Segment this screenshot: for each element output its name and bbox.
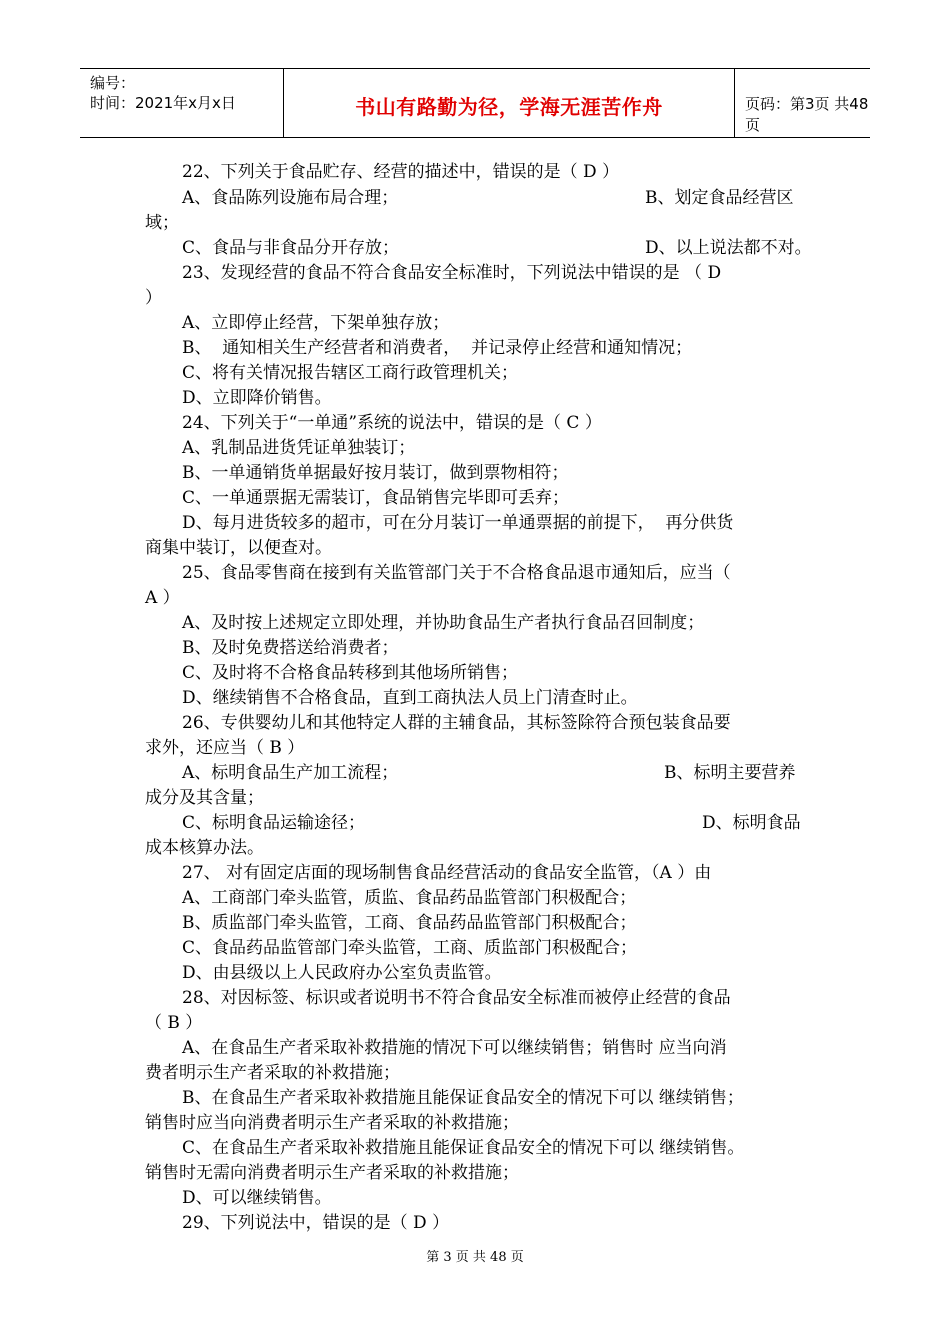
q22-option-b: B、划定食品经营区	[645, 188, 794, 208]
question-28-cont: （ B ）	[145, 1013, 203, 1033]
q22-option-a: A、食品陈列设施布局合理；	[182, 188, 399, 208]
question-27: 27、 对有固定店面的现场制售食品经营活动的食品安全监管，（A ）由	[182, 863, 712, 883]
q23-option-a: A、立即停止经营，下架单独存放；	[182, 313, 450, 333]
q23-option-d: D、立即降价销售。	[182, 388, 332, 408]
q27-option-d: D、由县级以上人民政府办公室负责监管。	[182, 963, 502, 983]
question-22: 22、下列关于食品贮存、经营的描述中，错误的是（ D ）	[182, 162, 620, 182]
page-footer: 第 3 页 共 48 页	[426, 1250, 524, 1265]
q24-option-d: D、每月进货较多的超市，可在分月装订一单通票据的前提下， 再分供货	[182, 513, 734, 533]
header-meta-cell	[80, 69, 284, 137]
q26-option-d: D、标明食品	[702, 813, 801, 833]
q27-option-a: A、工商部门牵头监管，质监、食品药品监管部门积极配合；	[182, 888, 637, 908]
q25-option-b: B、及时免费搭送给消费者；	[182, 638, 399, 658]
question-26: 26、专供婴幼儿和其他特定人群的主辅食品，其标签除符合预包装食品要	[182, 713, 731, 733]
header-page-cell	[735, 69, 870, 137]
q22-option-b-cont: 域；	[145, 213, 179, 233]
page-header	[80, 68, 870, 138]
q25-option-c: C、及时将不合格食品转移到其他场所销售；	[182, 663, 519, 683]
q22-option-c: C、食品与非食品分开存放；	[182, 238, 400, 258]
q28-option-b: B、在食品生产者采取补救措施且能保证食品安全的情况下可以 继续销售；	[182, 1088, 744, 1108]
question-26-cont: 求外，还应当（ B ）	[145, 738, 305, 758]
q26-option-b-cont: 成分及其含量；	[145, 788, 264, 808]
question-25-cont: A ）	[145, 588, 180, 608]
q28-option-d: D、可以继续销售。	[182, 1188, 332, 1208]
q26-option-c: C、标明食品运输途径；	[182, 813, 366, 833]
header-motto-cell	[284, 69, 735, 137]
q23-option-c: C、将有关情况报告辖区工商行政管理机关；	[182, 363, 519, 383]
q26-option-a: A、标明食品生产加工流程；	[182, 763, 399, 783]
q25-option-a: A、及时按上述规定立即处理，并协助食品生产者执行食品召回制度；	[182, 613, 705, 633]
header-motto: 书山有路勤为径，学海无涯苦作舟	[355, 95, 663, 119]
q22-option-d: D、以上说法都不对。	[645, 238, 812, 258]
q28-option-a-cont: 费者明示生产者采取的补救措施；	[145, 1063, 400, 1083]
q27-option-c: C、食品药品监管部门牵头监管，工商、质监部门积极配合；	[182, 938, 638, 958]
q26-option-b: B、标明主要营养	[664, 763, 796, 783]
q23-option-b: B、 通知相关生产经营者和消费者， 并记录停止经营和通知情况；	[182, 338, 693, 358]
q24-option-a: A、乳制品进货凭证单独装订；	[182, 438, 416, 458]
q27-option-b: B、质监部门牵头监管，工商、食品药品监管部门积极配合；	[182, 913, 637, 933]
q28-option-c: C、在食品生产者采取补救措施且能保证食品安全的情况下可以 继续销售。	[182, 1138, 745, 1158]
question-23-cont: ）	[145, 288, 162, 308]
question-29: 29、下列说法中，错误的是（ D ）	[182, 1213, 450, 1233]
document-date: 时间：2021年x月x日	[90, 94, 236, 112]
q24-option-b: B、一单通销货单据最好按月装订，做到票物相符；	[182, 463, 569, 483]
question-28: 28、对因标签、标识或者说明书不符合食品安全标准而被停止经营的食品	[182, 988, 731, 1008]
header-page-info: 页码：第3页 共48页	[745, 95, 869, 134]
q26-option-d-cont: 成本核算办法。	[145, 838, 264, 858]
question-24: 24、下列关于“一单通”系统的说法中，错误的是（ C ）	[182, 413, 602, 433]
question-25: 25、食品零售商在接到有关监管部门关于不合格食品退市通知后，应当（	[182, 563, 731, 583]
q28-option-c-cont: 销售时无需向消费者明示生产者采取的补救措施；	[145, 1163, 519, 1183]
q24-option-c: C、一单通票据无需装订，食品销售完毕即可丢弃；	[182, 488, 570, 508]
q25-option-d: D、继续销售不合格食品，直到工商执法人员上门清查时止。	[182, 688, 638, 708]
q28-option-b-cont: 销售时应当向消费者明示生产者采取的补救措施；	[145, 1113, 519, 1133]
q28-option-a: A、在食品生产者采取补救措施的情况下可以继续销售；销售时 应当向消	[182, 1038, 727, 1058]
document-number-label: 编号：	[90, 74, 136, 92]
question-23: 23、发现经营的食品不符合食品安全标准时，下列说法中错误的是 （ D	[182, 263, 722, 283]
q24-option-d-cont: 商集中装订，以便查对。	[145, 538, 332, 558]
